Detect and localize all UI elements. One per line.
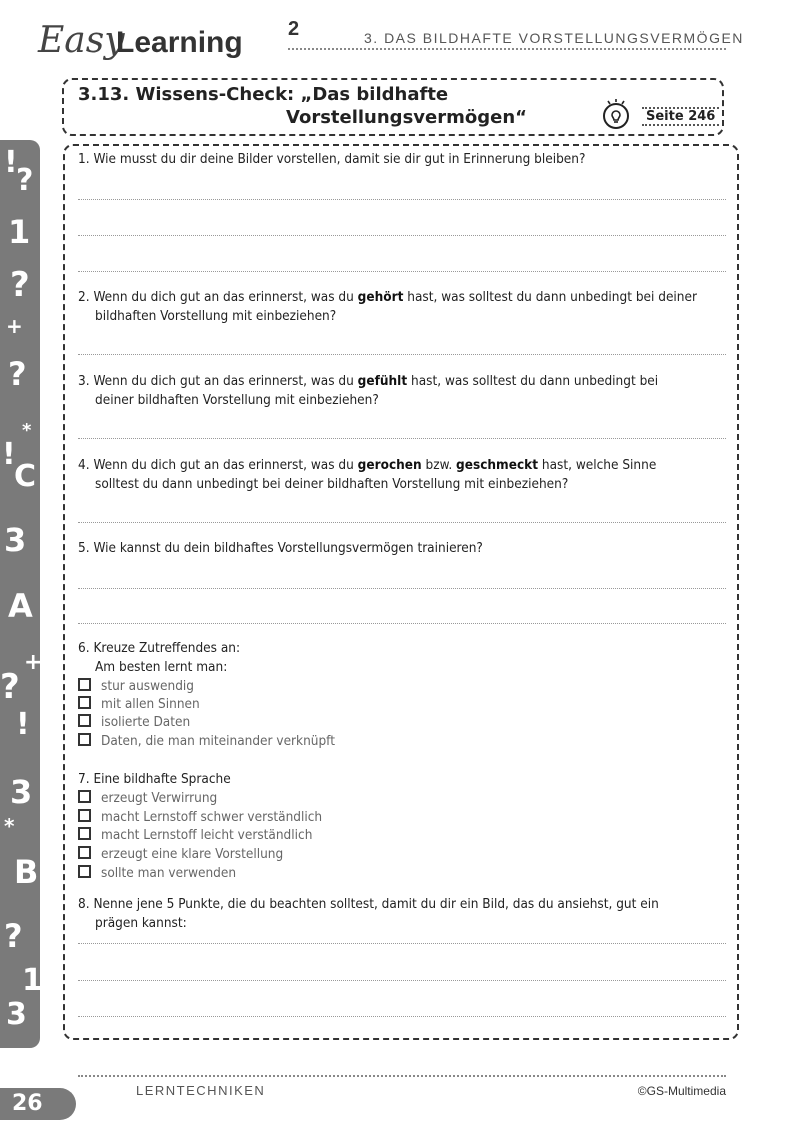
checkbox[interactable] [78, 865, 91, 878]
answer-line[interactable] [78, 943, 726, 944]
page-reference: Seite 246 [642, 107, 719, 126]
question-text: bildhaften Vorstellung mit einbeziehen? [95, 308, 337, 324]
option-q6-3[interactable] [78, 713, 190, 731]
side-glyph: 3 [10, 773, 33, 811]
question-emphasis: gefühlt [357, 373, 408, 389]
option-label: erzeugt eine klare Vorstellung [101, 846, 284, 862]
checkbox[interactable] [78, 790, 91, 803]
option-q7-2[interactable] [78, 808, 322, 826]
answer-line[interactable] [78, 235, 726, 236]
answer-line[interactable] [78, 623, 726, 624]
side-glyph: A [8, 587, 33, 625]
question-text: 3. Wenn du dich gut an das erinnerst, was du [78, 373, 358, 389]
option-label: sollte man verwenden [101, 865, 237, 881]
side-glyph: C [14, 459, 37, 494]
side-glyph: 3 [6, 997, 27, 1032]
title-box [62, 78, 724, 136]
question-4 [78, 456, 728, 494]
question-emphasis: gehört [357, 289, 404, 305]
question-text: hast, was solltest du dann unbedingt bei [407, 373, 659, 389]
checkbox[interactable] [78, 733, 91, 746]
answer-line[interactable] [78, 354, 726, 355]
page-title-line2: Vorstellungsvermögen“ [286, 107, 527, 128]
question-subtitle: Am besten lernt man: [95, 659, 228, 675]
option-label: mit allen Sinnen [101, 696, 200, 712]
option-q7-4[interactable] [78, 845, 283, 863]
option-q7-5[interactable] [78, 864, 236, 882]
question-text: bzw. [421, 457, 457, 473]
question-8 [78, 895, 728, 933]
chapter-title: 3. DAS BILDHAFTE VORSTELLUNGSVERMÖGEN [364, 30, 744, 46]
side-glyph: 1 [8, 213, 31, 251]
footer-copyright: ©GS-Multimedia [637, 1084, 726, 1098]
side-glyph: ! [2, 437, 16, 472]
checkbox[interactable] [78, 678, 91, 691]
question-6 [78, 639, 728, 677]
question-emphasis: gerochen [357, 457, 422, 473]
side-glyph: ! [4, 145, 18, 180]
question-text: 2. Wenn du dich gut an das erinnerst, was du [78, 289, 358, 305]
question-2 [78, 288, 728, 326]
question-emphasis: geschmeckt [456, 457, 539, 473]
side-glyph: 1 [22, 963, 43, 998]
side-glyph: ? [4, 917, 23, 955]
question-3 [78, 372, 728, 410]
checkbox[interactable] [78, 846, 91, 859]
side-glyph: + [24, 650, 43, 675]
option-label: stur auswendig [101, 678, 195, 694]
logo-learning-text: Learning [116, 26, 243, 59]
side-glyph: B [14, 853, 39, 891]
side-glyph: * [4, 814, 15, 838]
question-text: hast, was solltest du dann unbedingt bei deiner [403, 289, 697, 305]
option-q6-2[interactable] [78, 695, 200, 713]
side-glyph: ! [16, 707, 30, 742]
option-q6-1[interactable] [78, 677, 194, 695]
question-7: 7. Eine bildhafte Sprache [78, 771, 231, 787]
question-text: hast, welche Sinne [538, 457, 657, 473]
question-text: 4. Wenn du dich gut an das erinnerst, was du [78, 457, 358, 473]
option-label: macht Lernstoff schwer verständlich [101, 809, 323, 825]
question-text: solltest du dann unbedingt bei deiner bildhaften Vorstellung mit einbeziehen? [95, 476, 569, 492]
option-q7-1[interactable] [78, 789, 217, 807]
answer-line[interactable] [78, 199, 726, 200]
option-label: macht Lernstoff leicht verständlich [101, 827, 313, 843]
question-text: deiner bildhaften Vorstellung mit einbeziehen? [95, 392, 379, 408]
option-q7-3[interactable] [78, 826, 312, 844]
logo-superscript: 2 [288, 18, 300, 40]
answer-line[interactable] [78, 980, 726, 981]
checkbox[interactable] [78, 809, 91, 822]
side-glyph: ? [0, 667, 20, 707]
question-text: prägen kannst: [95, 915, 187, 931]
question-5: 5. Wie kannst du dein bildhaftes Vorstellungsvermögen trainieren? [78, 540, 483, 556]
option-q6-4[interactable] [78, 732, 335, 750]
side-glyph: * [22, 420, 32, 441]
side-glyph: 3 [4, 521, 27, 559]
question-text: 8. Nenne jene 5 Punkte, die du beachten solltest, damit du dir ein Bild, das du ansiehst, gut ein [78, 896, 659, 912]
side-glyph: ? [8, 355, 27, 393]
header-divider [288, 48, 726, 50]
checkbox[interactable] [78, 714, 91, 727]
logo-easy-text: Easy [38, 20, 125, 61]
side-decoration-strip [0, 140, 43, 1048]
side-glyph: ? [10, 265, 30, 305]
answer-line[interactable] [78, 522, 726, 523]
side-glyph: + [6, 314, 23, 338]
option-label: erzeugt Verwirrung [101, 790, 218, 806]
page-title-line1: 3.13. Wissens-Check: „Das bildhafte [78, 84, 449, 105]
question-text: 6. Kreuze Zutreffendes an: [78, 640, 241, 656]
answer-line[interactable] [78, 271, 726, 272]
footer-divider [78, 1075, 726, 1077]
option-label: Daten, die man miteinander verknüpft [101, 733, 335, 749]
lightbulb-icon [600, 98, 632, 130]
side-glyph: ? [16, 163, 34, 198]
answer-line[interactable] [78, 588, 726, 589]
page-number: 26 [0, 1088, 76, 1120]
checkbox[interactable] [78, 827, 91, 840]
answer-line[interactable] [78, 438, 726, 439]
question-1: 1. Wie musst du dir deine Bilder vorstellen, damit sie dir gut in Erinnerung bleiben? [78, 151, 586, 167]
checkbox[interactable] [78, 696, 91, 709]
option-label: isolierte Daten [101, 714, 191, 730]
answer-line[interactable] [78, 1016, 726, 1017]
footer-section: LERNTECHNIKEN [136, 1083, 266, 1098]
